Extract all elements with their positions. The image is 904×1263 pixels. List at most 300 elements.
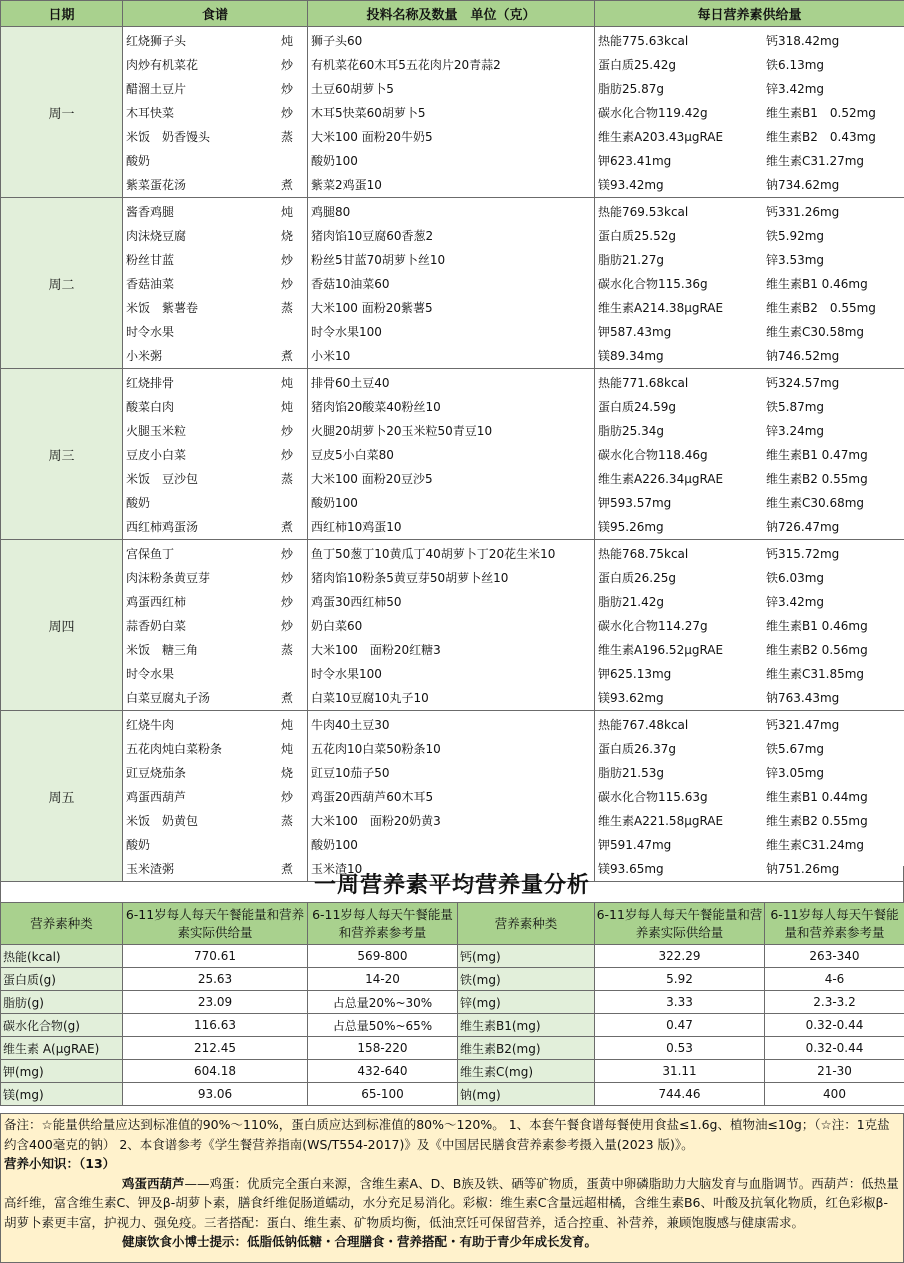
day-label: 周五 xyxy=(1,711,123,882)
dish-name: 豆皮小白菜 xyxy=(126,448,187,462)
nutrient-value: 锌3.53mg xyxy=(766,253,825,267)
nutrient-value: 维生素B2 0.55mg xyxy=(766,814,868,828)
nutrient-amount: 432-640 xyxy=(308,1060,458,1083)
ingredient-item: 鱼丁50葱丁10黄瓜丁40胡萝卜丁20花生米10 xyxy=(311,547,556,561)
nutrient-type: 镁(mg) xyxy=(1,1083,123,1106)
nutrient-amount: 65-100 xyxy=(308,1083,458,1106)
analysis-row xyxy=(1,1014,904,1037)
ingredient-list xyxy=(308,540,595,711)
analysis-header: 营养素种类 xyxy=(458,903,595,945)
nutrient-type: 蛋白质(g) xyxy=(1,968,123,991)
dish-name: 香菇油菜 xyxy=(126,277,175,291)
cooking-method: 炒 xyxy=(280,253,293,267)
nutrient-value: 钙324.57mg xyxy=(766,376,840,390)
nutrient-value: 钠751.26mg xyxy=(766,862,840,876)
ingredient-item: 鸡蛋20西葫芦60木耳5 xyxy=(311,790,434,804)
nutrient-line xyxy=(595,248,904,272)
cooking-method: 炒 xyxy=(280,571,293,585)
nutrient-line xyxy=(595,809,904,833)
cooking-method: 蒸 xyxy=(280,814,293,828)
ingredient-item: 大米100 面粉20奶黄3 xyxy=(311,814,441,828)
nutrient-value: 锌3.24mg xyxy=(766,424,825,438)
nutrient-line xyxy=(595,542,904,566)
notes-section xyxy=(0,1113,904,1263)
nutrient-analysis-table xyxy=(0,902,904,1106)
nutrient-value: 铁5.67mg xyxy=(766,742,825,756)
nutrient-value: 钠734.62mg xyxy=(766,178,840,192)
dish-item xyxy=(123,614,307,638)
nutrient-list xyxy=(595,711,904,882)
dish-name: 酸奶 xyxy=(126,838,151,852)
ingredient-item: 粉丝5甘蓝70胡萝卜丝10 xyxy=(311,253,446,267)
nutrient-amount: 0.32-0.44 xyxy=(765,1037,904,1060)
ingredient-item: 排骨60土豆40 xyxy=(311,376,390,390)
dish-name: 时令水果 xyxy=(126,667,175,681)
nutrient-line xyxy=(595,173,904,197)
day-row xyxy=(1,369,904,540)
ingredient-item: 香菇10油菜60 xyxy=(311,277,390,291)
dish-list xyxy=(123,711,308,882)
ingredient-item: 西红柿10鸡蛋10 xyxy=(311,520,402,534)
analysis-row xyxy=(1,1083,904,1106)
ingredient-item: 大米100 面粉20豆沙5 xyxy=(311,472,433,486)
day-row xyxy=(1,198,904,369)
dish-item xyxy=(123,419,307,443)
cooking-method: 烧 xyxy=(280,229,293,243)
nutrient-amount: 744.46 xyxy=(595,1083,765,1106)
dish-name: 红烧狮子头 xyxy=(126,34,187,48)
cooking-method: 蒸 xyxy=(280,130,293,144)
dish-name: 小米粥 xyxy=(126,349,163,363)
nutrient-value: 维生素B1 0.46mg xyxy=(766,277,868,291)
nutrient-line xyxy=(595,419,904,443)
dish-name: 白菜豆腐丸子汤 xyxy=(126,691,211,705)
dish-name: 玉米渣粥 xyxy=(126,862,175,876)
nutrient-amount: 占总量20%~30% xyxy=(308,991,458,1014)
nutrient-value: 维生素B2 0.56mg xyxy=(766,643,868,657)
analysis-body xyxy=(1,945,904,1106)
nutrient-value: 维生素B1 0.47mg xyxy=(766,448,868,462)
nutrient-line xyxy=(595,686,904,710)
dish-item xyxy=(123,638,307,662)
menu-header-row xyxy=(1,1,904,27)
dish-item xyxy=(123,491,307,515)
nutrient-value: 碳水化合物115.36g xyxy=(598,277,708,291)
nutrient-value: 钾593.57mg xyxy=(598,496,672,510)
nutrient-line xyxy=(595,443,904,467)
dish-name: 酸菜白肉 xyxy=(126,400,175,414)
header-nutrition: 每日营养素供给量 xyxy=(595,1,904,27)
dish-name: 肉沫烧豆腐 xyxy=(126,229,187,243)
nutrient-line xyxy=(595,614,904,638)
cooking-method: 炒 xyxy=(280,595,293,609)
dish-item xyxy=(123,566,307,590)
nutrient-list xyxy=(595,198,904,369)
nutrient-amount: 4-6 xyxy=(765,968,904,991)
nutrient-line xyxy=(595,491,904,515)
ingredient-list xyxy=(308,27,595,198)
nutrient-amount: 3.33 xyxy=(595,991,765,1014)
dish-item xyxy=(123,101,307,125)
dish-name: 紫菜蛋花汤 xyxy=(126,178,187,192)
dish-name: 红烧牛肉 xyxy=(126,718,175,732)
nutrient-value: 维生素A226.34μgRAE xyxy=(598,472,724,486)
nutrient-value: 脂肪25.87g xyxy=(598,82,664,96)
cooking-method: 煮 xyxy=(280,862,293,876)
nutrient-value: 脂肪25.34g xyxy=(598,424,664,438)
nutrition-tip-title: 营养小知识：（13） xyxy=(4,1156,116,1171)
dish-item xyxy=(123,713,307,737)
cooking-method: 炖 xyxy=(280,376,293,390)
nutrient-value: 钾587.43mg xyxy=(598,325,672,339)
dish-name: 豇豆烧茄条 xyxy=(126,766,187,780)
day-row xyxy=(1,27,904,198)
nutrient-amount: 116.63 xyxy=(123,1014,308,1037)
nutrient-line xyxy=(595,101,904,125)
header-recipe: 食谱 xyxy=(123,1,308,27)
nutrient-line xyxy=(595,296,904,320)
nutrient-value: 脂肪21.53g xyxy=(598,766,664,780)
dish-name: 米饭 糖三角 xyxy=(126,643,199,657)
day-label: 周二 xyxy=(1,198,123,369)
nutrient-value: 热能768.75kcal xyxy=(598,547,689,561)
analysis-header: 6-11岁每人每天午餐能量和营养素实际供给量 xyxy=(123,903,308,945)
remark-text: 备注：☆能量供给量应达到标准值的90%～110%，蛋白质应达到标准值的80%～120%。 1、本套午餐食谱每餐使用食盐≤1.6g、植物油≤10g；（☆注：1克盐约含400毫克的钠） 2、本食谱参考《学生餐营养指南(WS/T554-2017)》及《中国居民膳食营养素参考摄入量(2023 版)》。 xyxy=(4,1117,890,1152)
dish-name: 时令水果 xyxy=(126,325,175,339)
ingredient-list xyxy=(308,198,595,369)
ingredient-item: 小米10 xyxy=(311,349,351,363)
ingredient-item: 猪肉馅10豆腐60香葱2 xyxy=(311,229,434,243)
dish-item xyxy=(123,686,307,710)
nutrient-type: 钾(mg) xyxy=(1,1060,123,1083)
nutrient-line xyxy=(595,77,904,101)
nutrient-value: 蛋白质26.37g xyxy=(598,742,676,756)
nutrient-list xyxy=(595,540,904,711)
nutrient-line xyxy=(595,713,904,737)
nutrient-value: 维生素C31.24mg xyxy=(766,838,865,852)
nutrient-amount: 0.53 xyxy=(595,1037,765,1060)
nutrient-line xyxy=(595,320,904,344)
day-row xyxy=(1,711,904,882)
dish-name: 木耳快菜 xyxy=(126,106,175,120)
dish-item xyxy=(123,248,307,272)
dish-list xyxy=(123,540,308,711)
dish-item xyxy=(123,29,307,53)
dish-name: 米饭 奶黄包 xyxy=(126,814,199,828)
dish-name: 鸡蛋西红柿 xyxy=(126,595,187,609)
dish-item xyxy=(123,785,307,809)
analysis-header-row xyxy=(1,903,904,945)
dish-name: 西红柿鸡蛋汤 xyxy=(126,520,199,534)
nutrient-value: 维生素C30.68mg xyxy=(766,496,865,510)
nutrient-type: 维生素 A(μgRAE) xyxy=(1,1037,123,1060)
dish-item xyxy=(123,149,307,173)
dish-item xyxy=(123,344,307,368)
nutrient-type: 热能(kcal) xyxy=(1,945,123,968)
cooking-method: 炒 xyxy=(280,106,293,120)
analysis-title: 一周营养素平均营养量分析 xyxy=(0,866,904,902)
cooking-method: 炖 xyxy=(280,742,293,756)
dish-name: 肉炒有机菜花 xyxy=(126,58,199,72)
nutrient-value: 镁95.26mg xyxy=(598,520,664,534)
nutrient-value: 铁5.87mg xyxy=(766,400,825,414)
cooking-method: 炒 xyxy=(280,547,293,561)
dish-item xyxy=(123,443,307,467)
ingredient-item: 五花肉10白菜50粉条10 xyxy=(311,742,441,756)
nutrient-line xyxy=(595,515,904,539)
nutrient-line xyxy=(595,833,904,857)
ingredient-item: 有机菜花60木耳5五花肉片20青蒜2 xyxy=(311,58,501,72)
nutrient-value: 钙321.47mg xyxy=(766,718,840,732)
dish-list xyxy=(123,27,308,198)
nutrient-value: 维生素A221.58μgRAE xyxy=(598,814,724,828)
nutrient-value: 碳水化合物118.46g xyxy=(598,448,708,462)
nutrient-line xyxy=(595,224,904,248)
nutrient-line xyxy=(595,344,904,368)
dish-item xyxy=(123,296,307,320)
ingredient-item: 大米100 面粉20红糖3 xyxy=(311,643,441,657)
cooking-method: 炒 xyxy=(280,424,293,438)
dish-name: 米饭 豆沙包 xyxy=(126,472,199,486)
dish-item xyxy=(123,761,307,785)
nutrient-value: 热能767.48kcal xyxy=(598,718,689,732)
nutrient-type: 钙(mg) xyxy=(458,945,595,968)
nutrient-amount: 0.32-0.44 xyxy=(765,1014,904,1037)
ingredient-item: 狮子头60 xyxy=(311,34,363,48)
nutrient-value: 铁6.03mg xyxy=(766,571,825,585)
nutrient-line xyxy=(595,53,904,77)
nutrient-type: 脂肪(g) xyxy=(1,991,123,1014)
menu-body xyxy=(1,27,904,882)
nutrient-value: 镁93.65mg xyxy=(598,862,664,876)
cooking-method: 炒 xyxy=(280,58,293,72)
day-row xyxy=(1,540,904,711)
header-date: 日期 xyxy=(1,1,123,27)
nutrient-value: 铁6.13mg xyxy=(766,58,825,72)
dish-item xyxy=(123,77,307,101)
nutrient-amount: 25.63 xyxy=(123,968,308,991)
nutrient-line xyxy=(595,590,904,614)
dish-name: 酸奶 xyxy=(126,496,151,510)
nutrient-type: 维生素B2(mg) xyxy=(458,1037,595,1060)
cooking-method: 炖 xyxy=(280,400,293,414)
nutrient-value: 维生素B1 0.44mg xyxy=(766,790,868,804)
dish-item xyxy=(123,53,307,77)
nutrient-value: 蛋白质25.52g xyxy=(598,229,676,243)
nutrient-value: 维生素B2 0.55mg xyxy=(766,472,868,486)
nutrient-value: 蛋白质25.42g xyxy=(598,58,676,72)
dish-name: 米饭 紫薯卷 xyxy=(126,301,199,315)
nutrient-line xyxy=(595,272,904,296)
nutrient-line xyxy=(595,149,904,173)
nutrient-amount: 占总量50%~65% xyxy=(308,1014,458,1037)
cooking-method: 炖 xyxy=(280,34,293,48)
cooking-method: 炒 xyxy=(280,790,293,804)
ingredient-item: 时令水果100 xyxy=(311,325,382,339)
nutrient-value: 钠763.43mg xyxy=(766,691,840,705)
nutrient-list xyxy=(595,27,904,198)
analysis-row xyxy=(1,991,904,1014)
dish-name: 鸡蛋西葫芦 xyxy=(126,790,187,804)
nutrient-value: 维生素C30.58mg xyxy=(766,325,865,339)
dish-item xyxy=(123,515,307,539)
ingredient-item: 木耳5快菜60胡萝卜5 xyxy=(311,106,426,120)
analysis-row xyxy=(1,1037,904,1060)
nutrient-line xyxy=(595,662,904,686)
ingredient-item: 酸奶100 xyxy=(311,496,358,510)
ingredient-item: 猪肉馅20酸菜40粉丝10 xyxy=(311,400,441,414)
nutrient-value: 钙315.72mg xyxy=(766,547,840,561)
cooking-method: 炒 xyxy=(280,448,293,462)
dish-item xyxy=(123,320,307,344)
nutrient-value: 镁93.62mg xyxy=(598,691,664,705)
cooking-method: 蒸 xyxy=(280,643,293,657)
cooking-method: 煮 xyxy=(280,691,293,705)
dish-name: 宫保鱼丁 xyxy=(126,547,175,561)
cooking-method: 煮 xyxy=(280,520,293,534)
tip-body: ——鸡蛋：优质完全蛋白来源，含维生素A、D、B族及铁、硒等矿物质，蛋黄中卵磷脂助力大脑发育与血脂调节。西葫芦：低热量高纤维，富含维生素C、钾及β-胡萝卜素，膳食纤维促肠道蠕动，水分充足易消化。彩椒：维生素C含量远超柑橘，含维生素B6、叶酸及抗氧化物质，红色彩椒β-胡萝卜素更丰富，护视力、强免疫。三者搭配：蛋白、维生素、矿物质均衡，低油烹饪可保留营养，适合控重、补营养，兼顾饱腹感与健康需求。 xyxy=(4,1175,899,1230)
nutrient-line xyxy=(595,566,904,590)
ingredient-item: 豇豆10茄子50 xyxy=(311,766,390,780)
tip-dish-name: 鸡蛋西葫芦 xyxy=(122,1175,185,1191)
nutrient-value: 热能771.68kcal xyxy=(598,376,689,390)
nutrient-type: 维生素C(mg) xyxy=(458,1060,595,1083)
nutrient-value: 蛋白质24.59g xyxy=(598,400,676,414)
nutrient-value: 脂肪21.42g xyxy=(598,595,664,609)
dish-item xyxy=(123,224,307,248)
analysis-header: 6-11岁每人每天午餐能量和营养素参考量 xyxy=(765,903,904,945)
nutrient-value: 碳水化合物119.42g xyxy=(598,106,708,120)
dish-item xyxy=(123,737,307,761)
nutrient-list xyxy=(595,369,904,540)
nutrient-amount: 158-220 xyxy=(308,1037,458,1060)
nutrient-amount: 770.61 xyxy=(123,945,308,968)
nutrient-type: 钠(mg) xyxy=(458,1083,595,1106)
nutrient-value: 钙318.42mg xyxy=(766,34,840,48)
day-label: 周四 xyxy=(1,540,123,711)
nutrient-value: 铁5.92mg xyxy=(766,229,825,243)
ingredient-item: 紫菜2鸡蛋10 xyxy=(311,178,382,192)
nutrient-amount: 569-800 xyxy=(308,945,458,968)
dish-item xyxy=(123,371,307,395)
dish-list xyxy=(123,369,308,540)
nutrient-value: 锌3.42mg xyxy=(766,595,825,609)
dish-item xyxy=(123,833,307,857)
dish-name: 五花肉炖白菜粉条 xyxy=(126,742,223,756)
nutrient-amount: 263-340 xyxy=(765,945,904,968)
nutrient-amount: 23.09 xyxy=(123,991,308,1014)
ingredient-item: 白菜10豆腐10丸子10 xyxy=(311,691,429,705)
ingredient-item: 猪肉馅10粉条5黄豆芽50胡萝卜丝10 xyxy=(311,571,509,585)
nutrient-line xyxy=(595,395,904,419)
nutrient-value: 锌3.42mg xyxy=(766,82,825,96)
cooking-method: 炒 xyxy=(280,619,293,633)
nutrient-value: 锌3.05mg xyxy=(766,766,825,780)
dish-item xyxy=(123,590,307,614)
nutrient-amount: 322.29 xyxy=(595,945,765,968)
nutrient-amount: 21-30 xyxy=(765,1060,904,1083)
nutrient-value: 维生素B1 0.46mg xyxy=(766,619,868,633)
cooking-method: 炖 xyxy=(280,205,293,219)
dish-name: 肉沫粉条黄豆芽 xyxy=(126,571,211,585)
day-label: 周三 xyxy=(1,369,123,540)
dish-item xyxy=(123,542,307,566)
nutrient-type: 维生素B1(mg) xyxy=(458,1014,595,1037)
dish-name: 醋溜土豆片 xyxy=(126,82,187,96)
dish-name: 粉丝甘蓝 xyxy=(126,253,175,267)
ingredient-item: 火腿20胡萝卜20玉米粒50青豆10 xyxy=(311,424,493,438)
ingredient-item: 酸奶100 xyxy=(311,838,358,852)
dish-item xyxy=(123,125,307,149)
ingredient-item: 牛肉40土豆30 xyxy=(311,718,390,732)
ingredient-item: 酸奶100 xyxy=(311,154,358,168)
nutrient-value: 热能775.63kcal xyxy=(598,34,689,48)
nutrient-value: 维生素C31.85mg xyxy=(766,667,865,681)
cooking-method: 蒸 xyxy=(280,472,293,486)
nutrient-value: 钾623.41mg xyxy=(598,154,672,168)
ingredient-item: 大米100 面粉20紫薯5 xyxy=(311,301,433,315)
nutrient-line xyxy=(595,371,904,395)
nutrient-line xyxy=(595,785,904,809)
nutrient-value: 钠746.52mg xyxy=(766,349,840,363)
analysis-header: 6-11岁每人每天午餐能量和营养素实际供给量 xyxy=(595,903,765,945)
nutrient-line xyxy=(595,467,904,491)
nutrient-value: 碳水化合物114.27g xyxy=(598,619,708,633)
ingredient-item: 鸡蛋30西红柿50 xyxy=(311,595,402,609)
nutrient-value: 维生素B1 0.52mg xyxy=(766,106,876,120)
ingredient-list xyxy=(308,711,595,882)
nutrient-amount: 604.18 xyxy=(123,1060,308,1083)
dish-item xyxy=(123,809,307,833)
dish-name: 火腿玉米粒 xyxy=(126,424,187,438)
analysis-header: 营养素种类 xyxy=(1,903,123,945)
nutrient-value: 钙331.26mg xyxy=(766,205,840,219)
cooking-method: 炒 xyxy=(280,82,293,96)
dish-name: 红烧排骨 xyxy=(126,376,175,390)
day-label: 周一 xyxy=(1,27,123,198)
cooking-method: 煮 xyxy=(280,349,293,363)
cooking-method: 蒸 xyxy=(280,301,293,315)
ingredient-item: 大米100 面粉20牛奶5 xyxy=(311,130,433,144)
analysis-header: 6-11岁每人每天午餐能量和营养素参考量 xyxy=(308,903,458,945)
nutrient-value: 维生素B2 0.55mg xyxy=(766,301,876,315)
dish-item xyxy=(123,200,307,224)
nutrient-amount: 0.47 xyxy=(595,1014,765,1037)
nutrient-amount: 2.3-3.2 xyxy=(765,991,904,1014)
nutrient-line xyxy=(595,200,904,224)
dish-item xyxy=(123,467,307,491)
dish-name: 米饭 奶香馒头 xyxy=(126,130,211,144)
header-ingredients: 投料名称及数量 单位（克） xyxy=(308,1,595,27)
nutrient-value: 钾591.47mg xyxy=(598,838,672,852)
dish-item xyxy=(123,395,307,419)
nutrient-line xyxy=(595,29,904,53)
nutrient-type: 铁(mg) xyxy=(458,968,595,991)
nutrient-value: 钠726.47mg xyxy=(766,520,840,534)
nutrient-value: 维生素A196.52μgRAE xyxy=(598,643,724,657)
nutrient-amount: 14-20 xyxy=(308,968,458,991)
analysis-row xyxy=(1,968,904,991)
dish-item xyxy=(123,662,307,686)
dish-name: 酱香鸡腿 xyxy=(126,205,175,219)
cooking-method: 烧 xyxy=(280,766,293,780)
analysis-row xyxy=(1,945,904,968)
nutrient-value: 维生素B2 0.43mg xyxy=(766,130,876,144)
ingredient-item: 土豆60胡萝卜5 xyxy=(311,82,394,96)
nutrient-amount: 93.06 xyxy=(123,1083,308,1106)
cooking-method: 炒 xyxy=(280,277,293,291)
nutrient-value: 蛋白质26.25g xyxy=(598,571,676,585)
